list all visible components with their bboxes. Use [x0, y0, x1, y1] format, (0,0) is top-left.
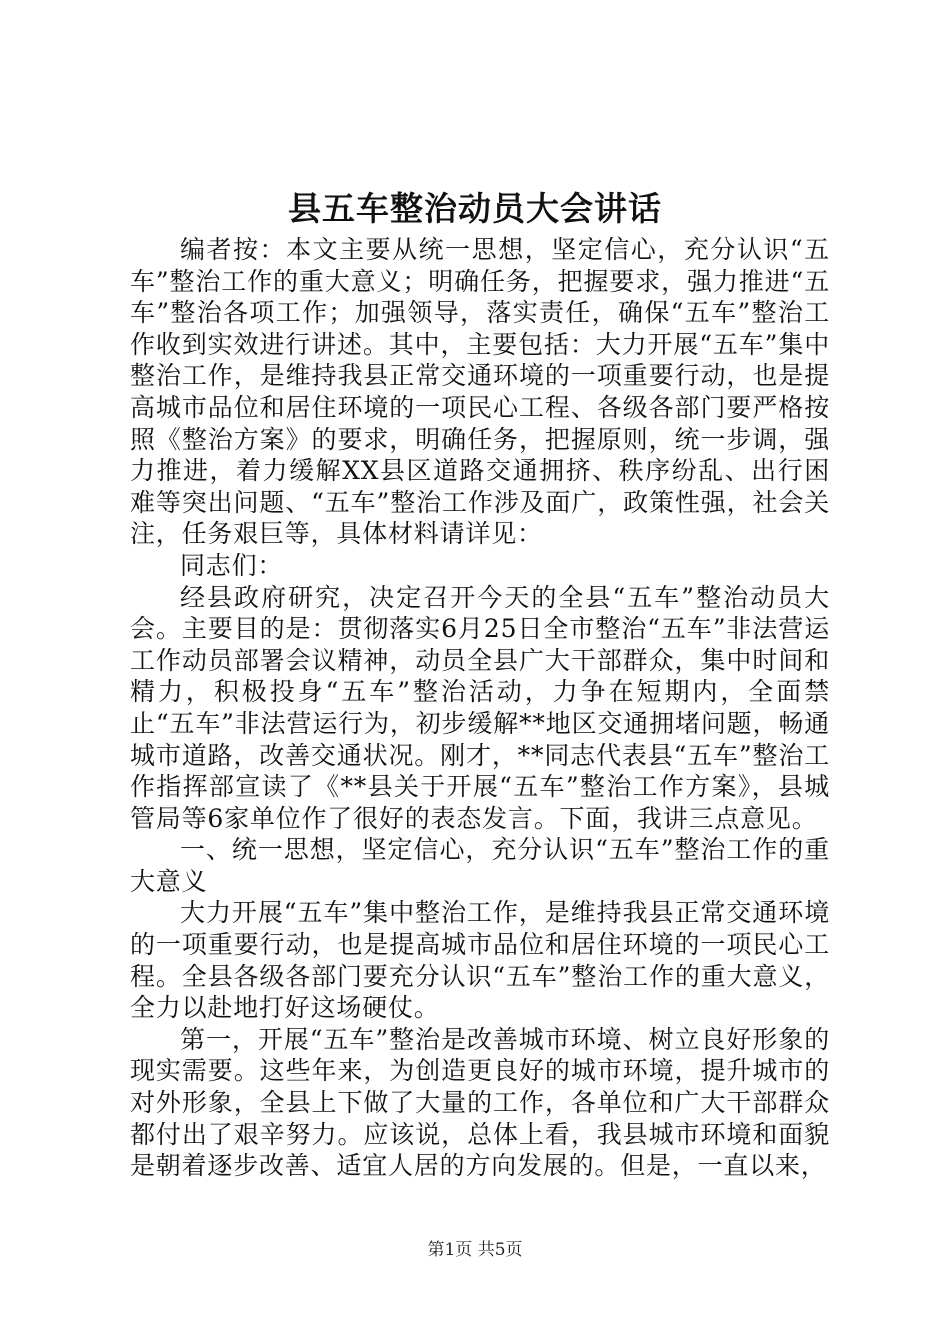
editor-note-paragraph: 编者按：本文主要从统一思想，坚定信心，充分认识“五车”整治工作的重大意义；明确任务，把握要求，强力推进“五车”整治各项工作；加强领导，落实责任，确保“五车”整治工作收到实效进行讲述。其中，主要包括：大力开展“五车”集中整治工作，是维持我县正常交通环境的一项重要行动，也是提高城市品位和居住环境的一项民心工程、各级各部门要严格按照《整治方案》的要求，明确任务，把握原则，统一步调，强力推进，着力缓解XX县区道路交通拥挤、秩序纷乱、出行困难等突出问题、“五车”整治工作涉及面广，政策性强，社会关注，任务艰巨等，具体材料请详见：: [130, 235, 830, 549]
body-paragraph: 经县政府研究，决定召开今天的全县“五车”整治动员大会。主要目的是：贯彻落实6月25日全市整治“五车”非法营运工作动员部署会议精神，动员全县广大干部群众，集中时间和精力，积极投身“五车”整治活动，力争在短期内，全面禁止“五车”非法营运行为，初步缓解**地区交通拥堵问题，畅通城市道路，改善交通状况。刚才，**同志代表县“五车”整治工作指挥部宣读了《**县关于开展“五车”整治工作方案》，县城管局等6家单位作了很好的表态发言。下面，我讲三点意见。: [130, 582, 830, 833]
section-heading: 一、统一思想，坚定信心，充分认识“五车”整治工作的重大意义: [130, 835, 830, 896]
body-paragraph: 第一，开展“五车”整治是改善城市环境、树立良好形象的现实需要。这些年来，为创造更良好的城市环境，提升城市的对外形象，全县上下做了大量的工作，各单位和广大干部群众都付出了艰辛努力。应该说，总体上看，我县城市环境和面貌是朝着逐步改善、适宜人居的方向发展的。但是，一直以来，: [130, 1024, 830, 1181]
document-body: [130, 234, 830, 1182]
salutation-paragraph: 同志们：: [180, 550, 284, 580]
document-title: 县五车整治动员大会讲话: [288, 189, 662, 228]
page-number-footer: 第1页 共5页: [427, 1240, 523, 1260]
body-paragraph: 大力开展“五车”集中整治工作，是维持我县正常交通环境的一项重要行动，也是提高城市品位和居住环境的一项民心工程。全县各级各部门要充分认识“五车”整治工作的重大意义，全力以赴地打好这场硬仗。: [130, 898, 830, 1023]
